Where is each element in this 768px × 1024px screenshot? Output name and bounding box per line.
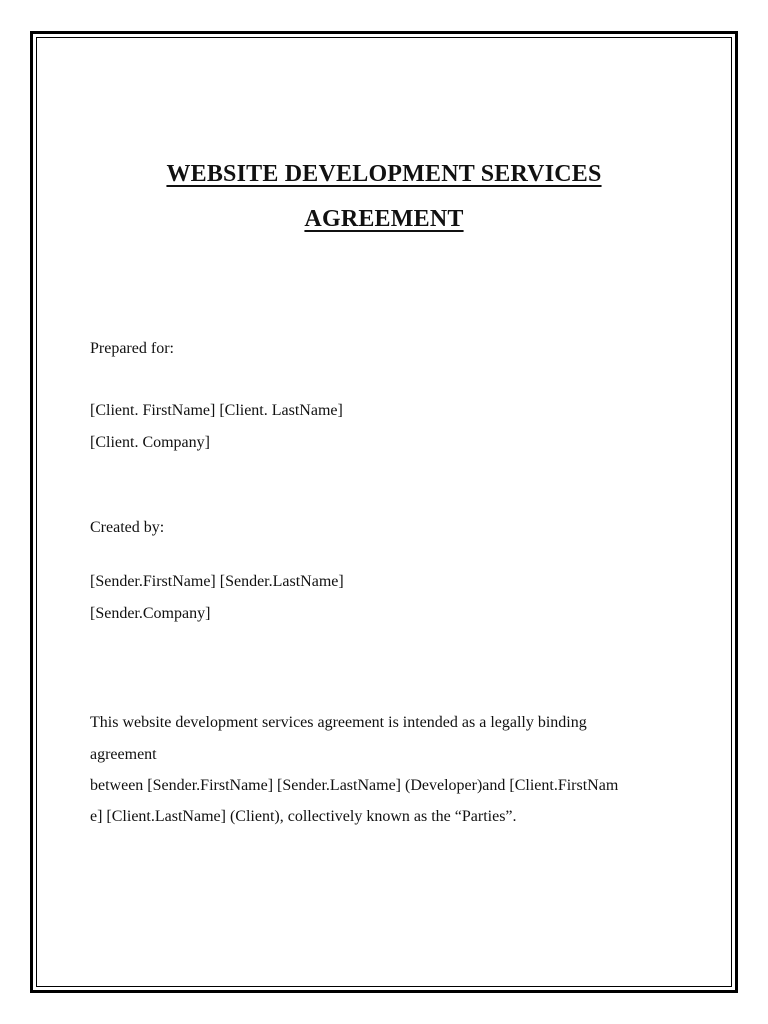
intro-paragraph-line-3: between [Sender.FirstName] [Sender.LastName] (Developer)and [Client.FirstNam [90, 777, 619, 794]
document-title-line-2: AGREEMENT [304, 206, 464, 232]
created-by-label: Created by: [90, 519, 165, 536]
client-company-line: [Client. Company] [90, 434, 210, 451]
intro-paragraph-line-1: This website development services agreement is intended as a legally binding [90, 714, 587, 731]
sender-name-line: [Sender.FirstName] [Sender.LastName] [90, 573, 344, 590]
intro-paragraph-line-2: agreement [90, 746, 157, 763]
document-title-line-1: WEBSITE DEVELOPMENT SERVICES [166, 161, 602, 187]
intro-paragraph-line-4: e] [Client.LastName] (Client), collectively known as the “Parties”. [90, 808, 517, 825]
sender-company-line: [Sender.Company] [90, 605, 211, 622]
prepared-for-label: Prepared for: [90, 340, 174, 357]
client-name-line: [Client. FirstName] [Client. LastName] [90, 402, 343, 419]
